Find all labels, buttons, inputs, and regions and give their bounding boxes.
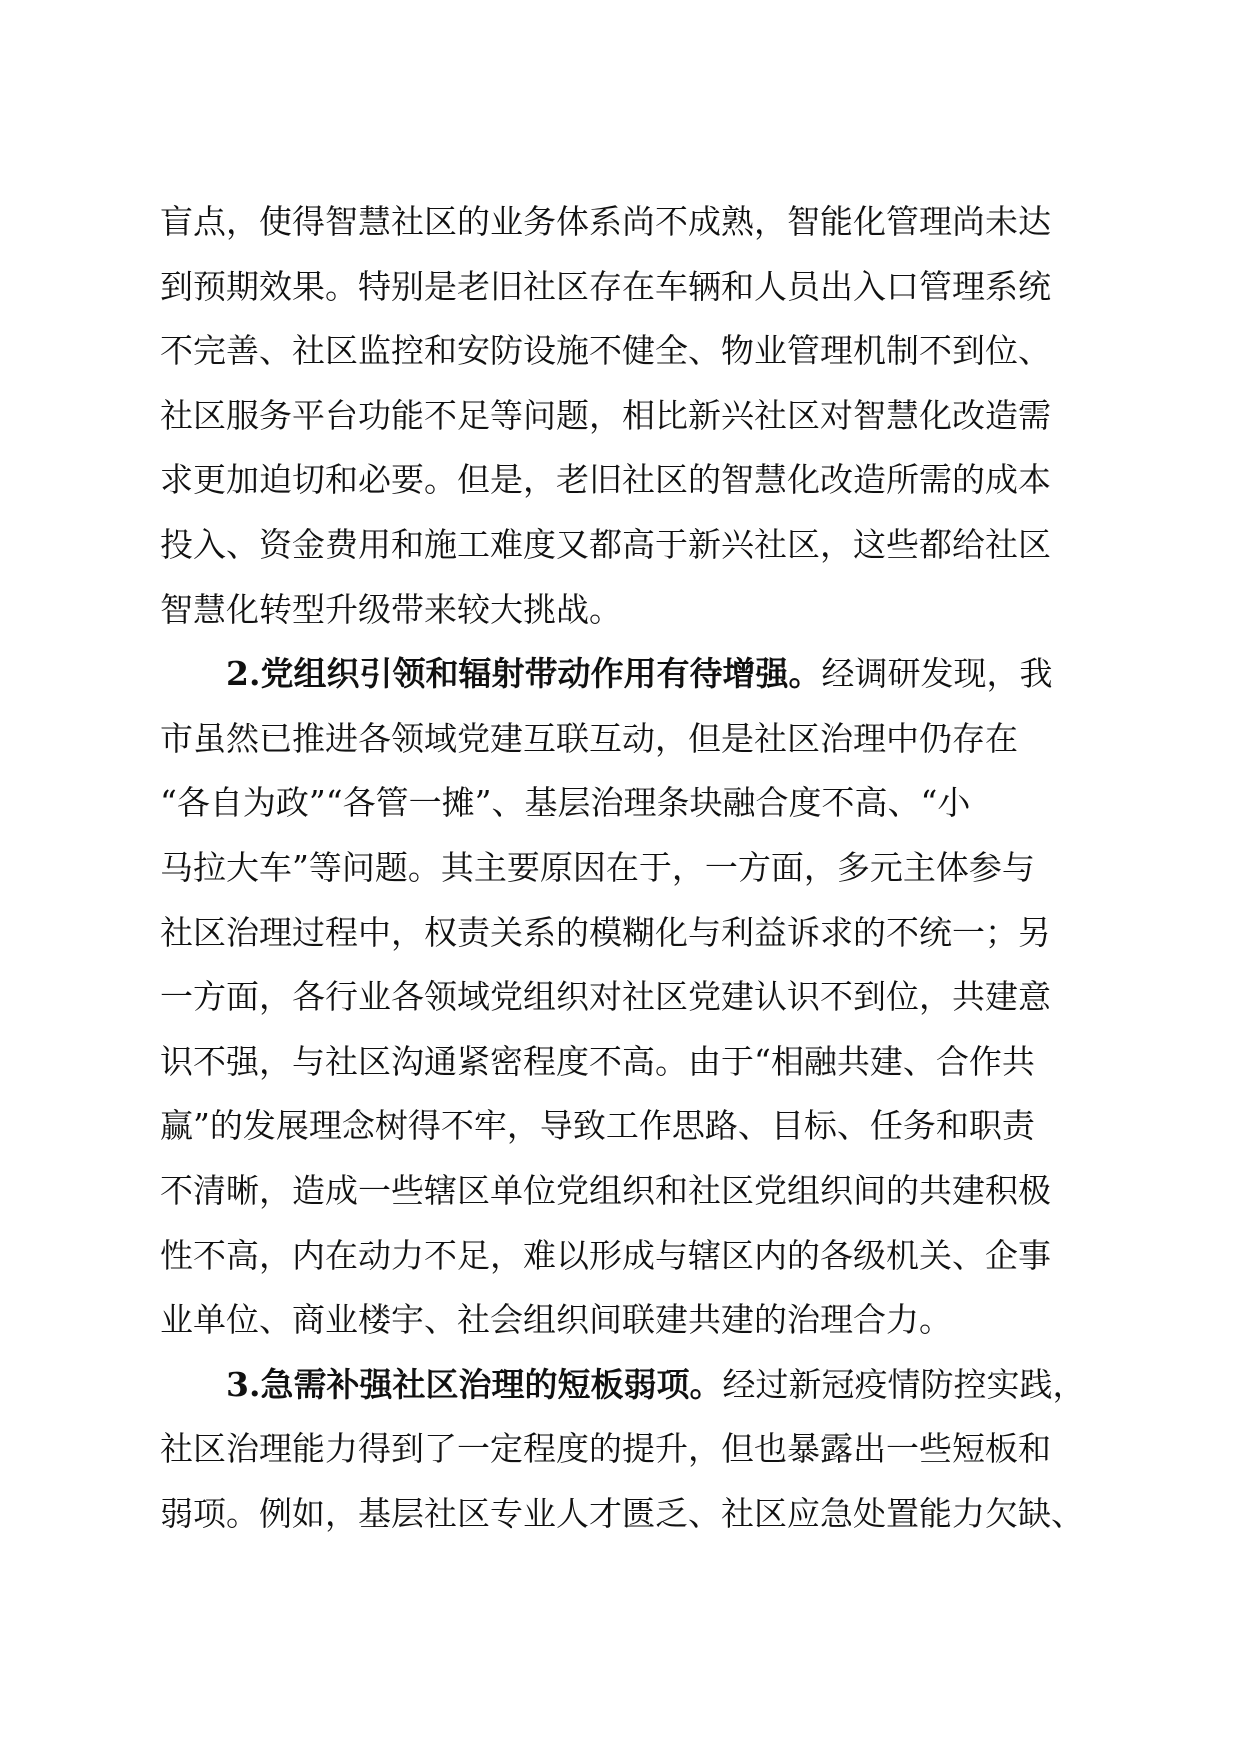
section-heading-2: 2.党组织引领和辐射带动作用有待增强。 <box>226 654 822 694</box>
paragraph-1-line-6: 投入、资金费用和施工难度又都高于新兴社区，这些都给社区 <box>160 524 1051 564</box>
paragraph-3-line-3: 弱项。例如，基层社区专业人才匮乏、社区应急处置能力欠缺、 <box>160 1493 1084 1533</box>
paragraph-1-line-2: 到预期效果。特别是老旧社区存在车辆和人员出入口管理系统 <box>160 266 1051 306</box>
body-text <box>160 190 1086 1546</box>
paragraph-2-line-3: “各自为政”“各管一摊”、基层治理条块融合度不高、“小 <box>160 783 971 823</box>
paragraph-3-line-2: 社区治理能力得到了一定程度的提升，但也暴露出一些短板和 <box>160 1429 1051 1469</box>
paragraph-3-first-line <box>160 1353 1086 1418</box>
paragraph-2-line-9: 不清晰，造成一些辖区单位党组织和社区党组织间的共建积极 <box>160 1170 1051 1210</box>
paragraph-2-line-2: 市虽然已推进各领域党建互联互动，但是社区治理中仍存在 <box>160 718 1018 758</box>
paragraph-2-line-6: 一方面，各行业各领域党组织对社区党建认识不到位，共建意 <box>160 977 1051 1017</box>
paragraph-1-line-3: 不完善、社区监控和安防设施不健全、物业管理机制不到位、 <box>160 331 1051 371</box>
paragraph-1-line-5: 求更加迫切和必要。但是，老旧社区的智慧化改造所需的成本 <box>160 460 1051 500</box>
paragraph-2-line-4: 马拉大车”等问题。其主要原因在于，一方面，多元主体参与 <box>160 847 1035 887</box>
paragraph-2-line-5: 社区治理过程中，权责关系的模糊化与利益诉求的不统一；另 <box>160 912 1051 952</box>
paragraph-3-first-line-text: 经过新冠疫情防控实践， <box>722 1364 1086 1404</box>
paragraph-2-line-11: 业单位、商业楼宇、社会组织间联建共建的治理合力。 <box>160 1300 952 1340</box>
section-heading-3: 3.急需补强社区治理的短板弱项。 <box>226 1364 723 1404</box>
paragraph-2-line-8: 赢”的发展理念树得不牢，导致工作思路、目标、任务和职责 <box>160 1106 1035 1146</box>
paragraph-1-line-4: 社区服务平台功能不足等问题，相比新兴社区对智慧化改造需 <box>160 395 1051 435</box>
paragraph-1-line-7: 智慧化转型升级带来较大挑战。 <box>160 589 622 629</box>
paragraph-1-line-1: 盲点，使得智慧社区的业务体系尚不成熟，智能化管理尚未达 <box>160 202 1051 241</box>
paragraph-2-first-line <box>160 642 1080 707</box>
paragraph-2-first-line-text: 经调研发现，我 <box>821 654 1053 694</box>
paragraph-2-line-7: 识不强，与社区沟通紧密程度不高。由于“相融共建、合作共 <box>160 1041 1035 1081</box>
paragraph-2-line-10: 性不高，内在动力不足，难以形成与辖区内的各级机关、企事 <box>160 1235 1051 1275</box>
